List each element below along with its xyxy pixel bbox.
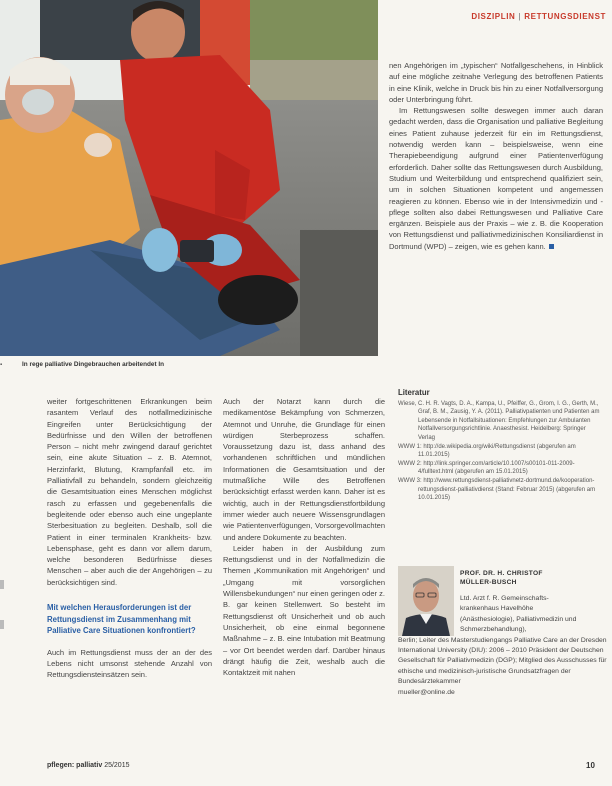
- right-column-text: [389, 60, 603, 378]
- bio-line: Berlin; Leiter des Masterstudiengangs Palliative Care an der Dresden International University (DIU): 2006 – 2010 Präsident der Deutschen Gesellschaft für Palliativmedizin (DGP); Mitglied des Ausschusses für ethische und medizinisch-juristische Grundsatzfragen der Bundesärztekammer: [398, 636, 607, 686]
- literature-item: WWW 1: http://de.wikipedia.org/wiki/Rettungsdienst (abgerufen am 11.01.2015): [398, 443, 576, 459]
- paragraph: Leider haben in der Ausbildung zum Rettungsdienst und in der Notfallmedizin die Themen „Kommunikation mit Angehörigen“ und „Umgang mit vorsorglichen Willensbekundungen“ nur einen geringen oder z. B. gar keinen Stellenwert. So besteht im Rettungsdienst oft Unsicherheit und ob auch Unsicherheit, ob eine einmal begonnene Maßnahme – z. B. eine Intubation mit Beatmung – vor Ort beendet werden darf. Darüber hinaus drängt häufig die Zeit, weshalb auch die Kontaktzeit mit nahen: [223, 543, 385, 678]
- paragraph: Auch der Notarzt kann durch die medikamentöse Bekämpfung von Schmerzen, Atemnot und Unruhe, die Grundlage für einen würdigen Sterbeprozess schaffen. Voraussetzung dazu ist, dass anhand des vorhandenen schriftlichen und mündlichen Informationen die Gesamtsituation und der mutmaßliche Wille des Betroffenen berücksichtigt erfasst werden kann. Daher ist es wichtig, auch in der Rettungsdienstfortbildung immer wieder auch neuere Wissensgrundlagen wie Patientenverfügungen, Vorsorgevollmachten und andere Dokumente zu beachten.: [223, 397, 385, 542]
- paragraph-text: Im Rettungswesen sollte deswegen immer auch daran gedacht werden, dass die Organisation und palliative Begleitung eines Patient zuhause jederzeit für ein im Rettungsdienst, notwendig werden kann – beispielsweise, wenn eine Therapiebeendigung aufgrund einer Patientenverfügung erforderlich. Daher sollte das Rettungswesen durch Ausbildung, Studium und Weiterbildung und entsprechend qualifiziert sein, um in solchen Situationen kompetent und angemessen reagieren zu können. Ebenso wie in der Intensivmedizin und -pflege sollten also dabei Rettungswesen und Palliative Care ergänzen. Beispiele aus der Praxis – wie z. B. die Kooperation von Rettungsdienst und palliativmedizinischen Konsiliardienst in Dortmund (WPD) – zeigen, wie es gehen kann.: [389, 106, 603, 251]
- page-number: 10: [586, 761, 595, 770]
- subsection-label: RETTUNGSDIENST: [524, 12, 606, 21]
- bio-line: Ltd. Arzt f. R. Gemeinschafts-: [460, 595, 549, 602]
- paragraph: Auch im Rettungsdienst muss der an der des Lebens nicht umsonst stehende Anzahl von Rettungsdiensteinsätzen sein.: [47, 647, 212, 680]
- literature-title: Literatur: [398, 388, 430, 397]
- caption-marker: ▪: [0, 362, 3, 368]
- footer-journal: [47, 762, 130, 769]
- author-email: mueller@online.de: [398, 688, 455, 696]
- paragraph: weiter fortgeschrittenen Erkrankungen beim rasantem Verlauf des notfallmedizinische Eingreifen unter Berücksichtigung der Bedürfnisse und den Willen der betroffenen Person – nicht mehr zwingend darauf gerichtet sein, eine akute Situation – z. B. Atemnot, Herzinfarkt, Blutung, Krampfanfall etc. im Palliativfall zu behandeln, sondern gleichzeitig die Gesamtsituation eines Menschen möglichst rasch zu erfassen und gegebenenfalls die begleitende oder ebenso auch eine ungeplante Sterbesituation zu begleiten. Deshalb, soll die Patient in einer terminalen Krankheits- bzw. Lebensphase, geht es dann vor allem darum, welche besonderen Bedürfnisse dieses Menschen – aber auch die der Angehörigen – zu berücksichtigen sind.: [47, 397, 212, 587]
- author-name-line: MÜLLER-BUSCH: [460, 579, 517, 586]
- article-end-icon: [549, 244, 554, 249]
- bio-line: (Anästhesiologie), Palliativmedizin und Schmerzbehandlung),: [460, 615, 577, 634]
- literature-item: Wiese, C. H. R. Vagts, D. A., Kampa, U., Pfeiffer, G., Grom, I. G., Gerth, M., Graf, B. M., Zausig, Y. A. (2011). Palliativpatienten und Patienten am Lebensende in Notfallsituationen: Empfehlungen zur Ambulanten Notfallversorgungsrichtlinie. Anaesthesist. Heidelberg: Springer Verlag: [398, 400, 600, 441]
- journal-issue: 25/2015: [104, 762, 130, 769]
- section-subhead: Mit welchen Herausforderungen ist der Rettungsdienst im Zusammenhang mit Palliative Care Situationen konfrontiert?: [47, 603, 196, 636]
- section-label: DISZIPLIN: [471, 12, 516, 21]
- literature-item: WWW 2: http://link.springer.com/article/10.1007/s00101-011-2009-4/fulltext.html (abgerufen am 15.01.2015): [398, 460, 575, 476]
- paragraph: [389, 105, 603, 252]
- paragraph: nen Angehörigen im „typischen“ Notfallgeschehens, in Hinblick auf eine mögliche zeitnahe Verlegung des betroffenen Patients in eine Klinik, welche in Druck bis hin zu einer Notfallversorgung oder Unterbringung führt.: [389, 61, 603, 104]
- photo-illustration: [0, 0, 378, 356]
- author-name: [460, 569, 605, 587]
- left-column-text: [47, 396, 212, 756]
- author-name-line: PROF. DR. H. CHRISTOF: [460, 570, 543, 577]
- journal-name: pflegen: palliativ: [47, 762, 103, 769]
- literature-section: [398, 389, 603, 503]
- header-separator: |: [518, 12, 522, 21]
- bio-line: krankenhaus Havelhöhe: [460, 605, 534, 613]
- article-photo: [0, 0, 378, 356]
- author-bio: [398, 594, 608, 698]
- middle-column-text: [223, 396, 385, 756]
- photo-caption: In rege palliative Dingebrauchen arbeitendet In: [22, 361, 165, 368]
- section-header: [430, 12, 606, 21]
- margin-mark: [0, 580, 4, 589]
- margin-mark: [0, 620, 4, 629]
- literature-item: WWW 3: http://www.rettungsdienst-palliativnetz-dortmund.de/kooperation-rettungsdienst-palliativdienst (Stand: Februar 2015) (abgerufen am 10.01.2015): [398, 477, 596, 502]
